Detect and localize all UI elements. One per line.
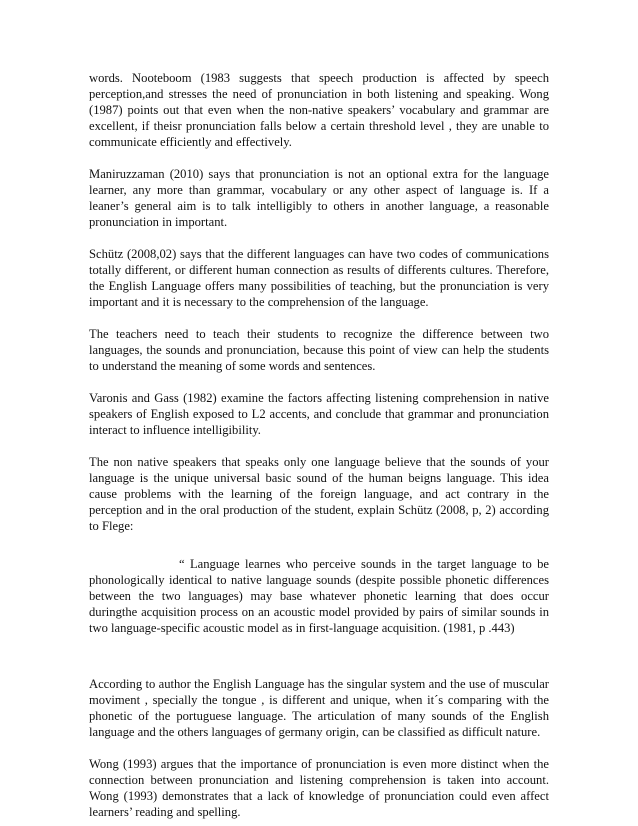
paragraph-english-system: According to author the English Language has the singular system and the use of muscular moviment , specially the tongue , is different and unique, when it´s comparing with the phonetic of the portuguese language. The articulation of many sounds of the English language and the others languages of germany origin, can be classified as difficult nature.: [89, 677, 549, 739]
paragraph-nooteboom: words. Nooteboom (1983 suggests that speech production is affected by speech perception,and stresses the need of pronunciation in both listening and speaking. Wong (1987) points out that even when the non-native speakers’ vocabulary and grammar are excellent, if theisr pronunciation falls below a certain threshold level , they are unable to communicate efficiently and effectively.: [89, 71, 549, 149]
paragraph-non-native-speakers: The non native speakers that speaks only one language believe that the sounds of your language is the unique universal basic sound of the human beigns language. This idea cause problems with the learning of the foreign language, and act contrary in the perception and in the oral production of the student, explain Schütz (2008, p, 2) according to Flege:: [89, 455, 549, 533]
paragraph-varonis-gass: Varonis and Gass (1982) examine the factors affecting listening comprehension in native speakers of English exposed to L2 accents, and conclude that grammar and pronunciation interact to influence intelligibility.: [89, 391, 549, 437]
paragraph-maniruzzaman: Maniruzzaman (2010) says that pronunciation is not an optional extra for the language learner, any more than grammar, vocabulary or any other aspect of language is. If a leaner’s general aim is to talk intelligibly to others in another language, a reasonable pronunciation in important.: [89, 167, 549, 229]
block-quote-flege: “ Language learnes who perceive sounds in the target language to be phonologically identical to native language sounds (despite possible phonetic differences between the two languages) may base whatever phonetic learning that does occur duringthe acquisition process on an acoustic model provided by pairs of similar sounds in two language-specific acoustic model as in first-language acquisition. (1981, p .443): [89, 557, 549, 635]
paragraph-wong-1993: Wong (1993) argues that the importance of pronunciation is even more distinct when the connection between pronunciation and listening comprehension is taken into account. Wong (1993) demonstrates that a lack of knowledge of pronunciation could even affect learners’ reading and spelling.: [89, 757, 549, 819]
paragraph-schutz-codes: Schütz (2008,02) says that the different languages can have two codes of communications totally different, or different human connection as results of differents cultures. Therefore, the English Language offers many possibilities of teaching, but the pronunciation is very important and it is necessary to the comprehension of the language.: [89, 247, 549, 309]
paragraph-teachers: The teachers need to teach their students to recognize the difference between two languages, the sounds and pronunciation, because this point of view can help the students to understand the meaning of some words and sentences.: [89, 327, 549, 373]
